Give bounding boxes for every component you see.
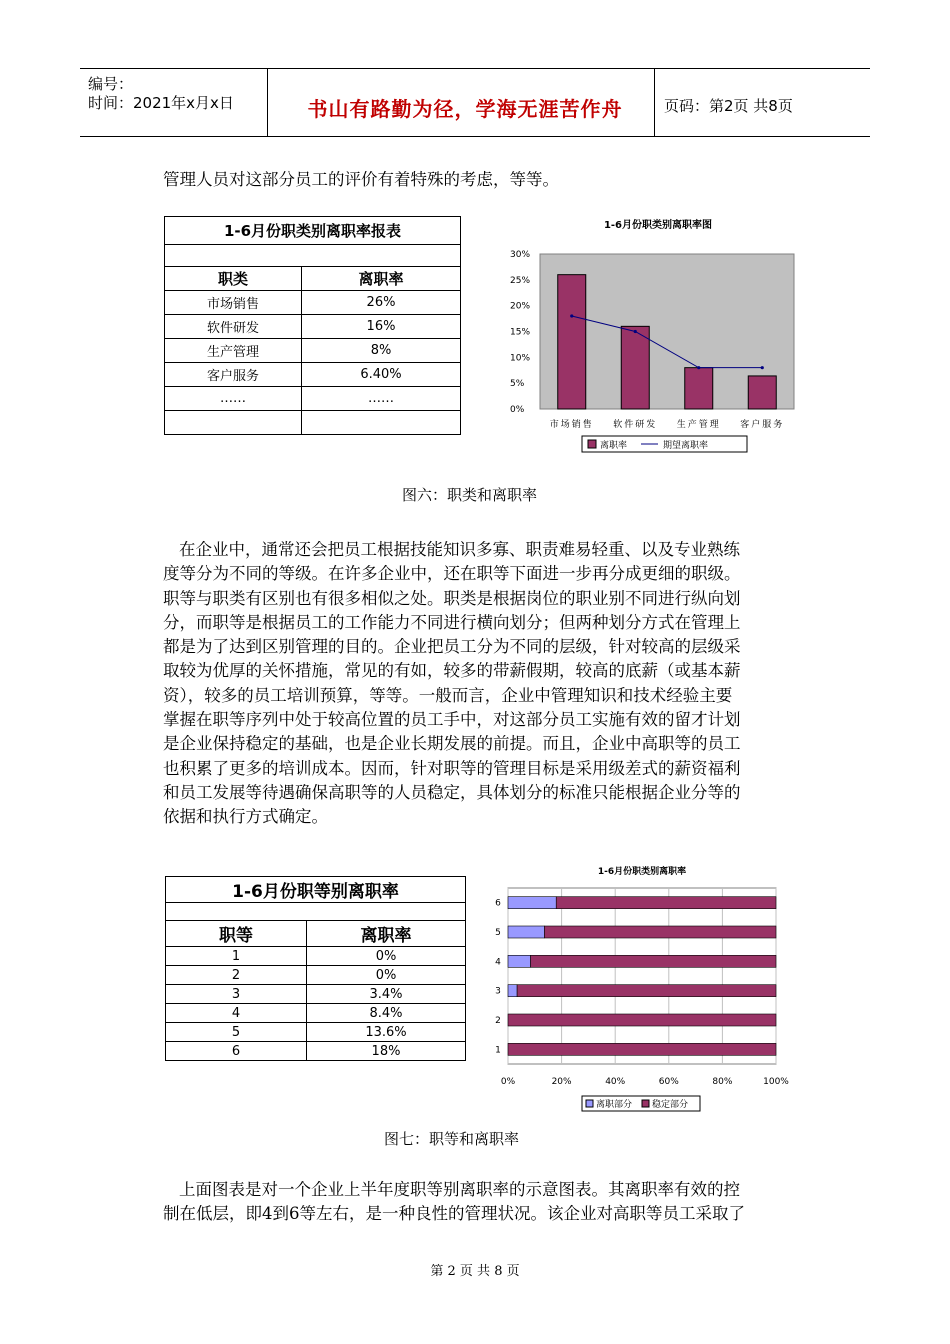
- x-tick-label: 生产管理: [676, 420, 721, 430]
- table-cell: 生产管理: [165, 339, 302, 363]
- legend-swatch: [586, 1100, 593, 1107]
- y-tick-label: 25%: [510, 275, 531, 286]
- table-row: [165, 411, 461, 435]
- header-divider: [267, 68, 268, 136]
- legend-swatch-bar: [588, 440, 596, 448]
- closing-paragraph: [163, 1178, 793, 1227]
- header-top-rule: [80, 68, 870, 69]
- legend-label: 离职部分: [596, 1100, 633, 1110]
- x-tick-label: 20%: [551, 1077, 572, 1087]
- table2-spacer: [166, 903, 466, 921]
- y-tick-label: 10%: [510, 353, 531, 364]
- table-cell: 6.40%: [302, 363, 461, 387]
- text-line: 上面图表是对一个企业上半年度职等别离职率的示意图表。其离职率有效的控: [179, 1180, 740, 1199]
- y-tick-label: 4: [495, 957, 501, 968]
- y-tick-label: 2: [495, 1016, 501, 1026]
- x-tick-label: 客户服务: [740, 420, 785, 430]
- table-cell: 8.4%: [307, 1004, 466, 1023]
- line-point: [761, 366, 764, 369]
- legend-label: 稳定部分: [652, 1100, 689, 1110]
- table-cell: 2: [166, 966, 307, 985]
- job-category-chart: [478, 206, 818, 458]
- bar-turnover: [508, 955, 531, 967]
- table-cell: 0%: [307, 966, 466, 985]
- y-tick-label: 3: [495, 986, 501, 997]
- bar-stable: [508, 1014, 776, 1026]
- table-cell: 市场销售: [165, 291, 302, 315]
- bar-stable: [544, 926, 776, 938]
- bar: [558, 275, 586, 409]
- text-line: 都是为了达到区别管理的目的。企业把员工分为不同的层级，针对较高的层级采: [163, 637, 741, 657]
- table1-header: 离职率: [302, 267, 461, 291]
- bar-stable: [508, 1043, 776, 1055]
- header-motto: 书山有路勤为径，学海无涯苦作舟: [307, 97, 623, 121]
- table-row: [166, 985, 466, 1004]
- job-grade-table: [165, 876, 466, 1061]
- header-divider: [654, 68, 655, 136]
- job-category-table: [164, 216, 461, 435]
- text-line: 是企业保持稳定的基础，也是企业长期发展的前提。而且，企业中高职等的员工: [163, 734, 741, 754]
- chart2-legend: [582, 1096, 700, 1111]
- table-cell: 4: [166, 1004, 307, 1023]
- text-line: 制在低层，即4到6等左右，是一种良性的管理状况。该企业对高职等员工采取了: [163, 1204, 745, 1224]
- bar: [621, 326, 649, 409]
- header-page-info: 页码：第2页 共8页: [664, 97, 793, 115]
- bar: [685, 368, 713, 409]
- line-point: [634, 330, 637, 333]
- y-tick-label: 30%: [510, 250, 531, 260]
- body-paragraph: [163, 538, 793, 830]
- line-point: [697, 366, 700, 369]
- chart2-plot-area: [508, 888, 776, 1064]
- legend-label: 离职率: [600, 441, 628, 451]
- text-line: 在企业中，通常还会把员工根据技能知识多寡、职责难易轻重、以及专业熟练: [179, 540, 740, 559]
- text-line: 分，而职等是根据员工的工作能力不同进行横向划分；但两种划分方式在管理上: [163, 612, 741, 632]
- chart2-title: 1-6月份职类别离职率: [597, 867, 687, 877]
- table-cell: 16%: [302, 315, 461, 339]
- table-cell: 26%: [302, 291, 461, 315]
- table-row: [165, 363, 461, 387]
- text-line: 掌握在职等序列中处于较高位置的员工手中，对这部分员工实施有效的留才计划: [163, 710, 741, 730]
- table-row: [165, 315, 461, 339]
- text-line: 度等分为不同的等级。在许多企业中，还在职等下面进一步再分成更细的职级。: [163, 564, 741, 584]
- bar-stable: [517, 985, 776, 997]
- x-tick-label: 80%: [712, 1077, 733, 1087]
- legend-swatch: [642, 1100, 649, 1107]
- y-tick-label: 1: [495, 1045, 501, 1056]
- x-tick-label: 60%: [658, 1077, 679, 1087]
- table-cell: 5: [166, 1023, 307, 1042]
- table-cell: ……: [302, 387, 461, 411]
- table-row: [166, 947, 466, 966]
- table-cell: [302, 411, 461, 435]
- bar: [748, 376, 776, 409]
- table-cell: 3.4%: [307, 985, 466, 1004]
- table-cell: [165, 411, 302, 435]
- bar-turnover: [508, 985, 517, 997]
- bar-stable: [556, 897, 776, 909]
- bar-turnover: [508, 897, 556, 909]
- table-row: [166, 1004, 466, 1023]
- line-point: [570, 314, 573, 317]
- table-cell: 8%: [302, 339, 461, 363]
- table-cell: 6: [166, 1042, 307, 1061]
- figure6-caption: 图六：职类和离职率: [402, 486, 538, 504]
- bar-turnover: [508, 926, 544, 938]
- text-line: 职等与职类有区别也有很多相似之处。职类是根据岗位的职业别不同进行纵向划: [163, 588, 741, 608]
- bar-stable: [531, 955, 776, 967]
- table-row: [165, 387, 461, 411]
- table-cell: 软件研发: [165, 315, 302, 339]
- table1-title: 1-6月份职类别离职率报表: [165, 217, 461, 245]
- text-line: 依据和执行方式确定。: [163, 807, 328, 827]
- table2-header: 职等: [166, 921, 307, 947]
- table2-header: 离职率: [307, 921, 466, 947]
- text-line: 和员工发展等待遇确保高职等的人员稳定，具体划分的标准只能根据企业分等的: [163, 782, 741, 802]
- table1-spacer: [165, 245, 461, 267]
- chart1-legend: [582, 436, 747, 452]
- table-cell: 3: [166, 985, 307, 1004]
- table-cell: 0%: [307, 947, 466, 966]
- table-cell: 客户服务: [165, 363, 302, 387]
- y-tick-label: 5%: [510, 379, 525, 390]
- text-line: 也积累了更多的培训成本。因而，针对职等的管理目标是采用级差式的薪资福利: [163, 758, 741, 778]
- table1-header: 职类: [165, 267, 302, 291]
- table-row: [166, 966, 466, 985]
- header-code-label: 编号：: [88, 75, 134, 93]
- table-cell: 1: [166, 947, 307, 966]
- x-tick-label: 软件研发: [613, 420, 658, 430]
- x-tick-label: 40%: [605, 1077, 626, 1087]
- text-line: 资），较多的员工培训预算，等等。一般而言，企业中管理知识和技术经验主要: [163, 685, 733, 705]
- page-footer: 第 2 页 共 8 页: [430, 1264, 520, 1279]
- y-tick-label: 6: [495, 898, 501, 909]
- table-row: [165, 291, 461, 315]
- table2-title: 1-6月份职等别离职率: [166, 877, 466, 903]
- y-tick-label: 0%: [510, 405, 525, 415]
- text-line: 取较为优厚的关怀措施，常见的有如，较多的带薪假期，较高的底薪（或基本薪: [163, 661, 741, 681]
- table-row: [165, 339, 461, 363]
- header-bottom-rule: [80, 136, 870, 137]
- figure7-caption: 图七：职等和离职率: [384, 1130, 520, 1148]
- job-grade-chart: [482, 860, 802, 1116]
- x-tick-label: 100%: [763, 1077, 789, 1087]
- table-row: [166, 1042, 466, 1061]
- header-time-label: 时间：2021年x月x日: [88, 94, 234, 112]
- legend-label: 期望离职率: [663, 441, 709, 451]
- table-row: [166, 1023, 466, 1042]
- x-tick-label: 0%: [500, 1077, 516, 1087]
- y-tick-label: 15%: [510, 327, 531, 338]
- y-tick-label: 20%: [510, 301, 531, 312]
- intro-line: 管理人员对这部分员工的评价有着特殊的考虑，等等。: [163, 170, 559, 189]
- table-cell: ……: [165, 387, 302, 411]
- chart1-title: 1-6月份职类别离职率图: [603, 220, 713, 231]
- y-tick-label: 5: [495, 928, 501, 938]
- table-cell: 18%: [307, 1042, 466, 1061]
- table-cell: 13.6%: [307, 1023, 466, 1042]
- x-tick-label: 市场销售: [549, 420, 594, 430]
